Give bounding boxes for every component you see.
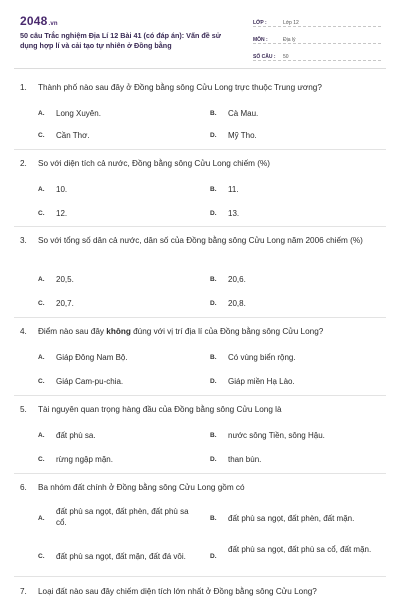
option-letter: C. (38, 300, 45, 307)
question-divider (14, 149, 386, 150)
option-text: 10. (56, 185, 68, 194)
option-letter: D. (210, 553, 217, 560)
question-number: 6. (20, 483, 27, 492)
question-divider (14, 576, 386, 577)
option-letter: C. (38, 378, 45, 385)
option-letter: C. (38, 132, 45, 139)
option-text: Giáp Cam-pu-chia. (56, 377, 124, 386)
meta-value: Địa lý (283, 37, 296, 43)
meta-label: MÔN : (253, 37, 268, 43)
option-letter: B. (210, 110, 217, 117)
option-text: đất phù sa. (56, 431, 96, 440)
question-text: So với tổng số dân cả nước, dân số của Đồng bằng sông Cửu Long năm 2006 chiếm (%) (38, 236, 363, 245)
question-number: 1. (20, 83, 27, 92)
option-text: Cà Mau. (228, 109, 259, 118)
option-letter: B. (210, 276, 217, 283)
question-divider (14, 226, 386, 227)
option-text: Cần Thơ. (56, 131, 90, 140)
option-text: Long Xuyên. (56, 109, 101, 118)
option-letter: A. (38, 186, 45, 193)
meta-value: Lớp 12 (283, 20, 299, 26)
option-text: 20,7. (56, 299, 74, 308)
option-letter: B. (210, 432, 217, 439)
option-text: đất phù sa ngọt, đất phèn, đất mặn. (228, 514, 355, 523)
option-text: than bùn. (228, 455, 262, 464)
option-text: 20,8. (228, 299, 246, 308)
option-letter: A. (38, 354, 45, 361)
question-text: Ba nhóm đất chính ở Đồng bằng sông Cửu Long gồm có (38, 483, 245, 492)
question-divider (14, 395, 386, 396)
option-letter: A. (38, 432, 45, 439)
question-number: 5. (20, 405, 27, 414)
option-text: 13. (228, 209, 240, 218)
question-number: 3. (20, 236, 27, 245)
option-letter: A. (38, 515, 45, 522)
option-letter: B. (210, 354, 217, 361)
option-text: 20,6. (228, 275, 246, 284)
meta-label: SỐ CÂU : (253, 54, 276, 60)
logo-text: 2048 (20, 14, 48, 28)
option-text: rừng ngập mặn. (56, 455, 113, 464)
option-text: đất phù sa ngọt, đất phù sa cổ, đất mặn. (228, 545, 372, 554)
question-text: Loại đất nào sau đây chiếm diện tích lớn nhất ở Đồng bằng sông Cửu Long? (38, 587, 317, 596)
option-letter: A. (38, 276, 45, 283)
question-text-part: Điểm nào sau đây (38, 327, 107, 336)
logo-tld: .vn (48, 21, 58, 27)
question-text: Tài nguyên quan trọng hàng đầu của Đồng bằng sông Cửu Long là (38, 405, 282, 414)
option-text: 12. (56, 209, 68, 218)
option-letter: A. (38, 110, 45, 117)
question-number: 2. (20, 159, 27, 168)
question-text (38, 326, 378, 338)
option-text: Giáp Đông Nam Bộ. (56, 353, 128, 362)
option-text: Có vùng biển rộng. (228, 353, 296, 362)
option-text: Mỹ Tho. (228, 131, 257, 140)
option-letter: D. (210, 132, 217, 139)
option-text: nước sông Tiền, sông Hậu. (228, 431, 325, 440)
option-letter: C. (38, 456, 45, 463)
document-title: 50 câu Trắc nghiệm Địa Lí 12 Bài 41 (có đáp án): Vấn đề sử dụng hợp lí và cải tạo tự nhiên ở Đồng bằng (20, 31, 221, 50)
question-text: Thành phố nào sau đây ở Đồng bằng sông Cửu Long trực thuộc Trung ương? (38, 83, 322, 92)
option-letter: D. (210, 456, 217, 463)
option-letter: D. (210, 378, 217, 385)
option-letter: C. (38, 210, 45, 217)
option-letter: D. (210, 210, 217, 217)
meta-value: 50 (283, 54, 289, 60)
option-text: 11. (228, 185, 239, 194)
option-letter: B. (210, 186, 217, 193)
question-keyword: không (106, 327, 131, 336)
question-divider (14, 317, 386, 318)
question-text-part: đúng với vị trí địa lí của Đồng bằng sông Cửu Long? (130, 327, 324, 336)
question-divider (14, 473, 386, 474)
option-text: đất phù sa ngọt, đất phèn, đất phù sa cổ. (56, 507, 189, 527)
option-letter: C. (38, 553, 45, 560)
question-number: 7. (20, 587, 27, 596)
option-text: đất phù sa ngọt, đất mặn, đất đá vôi. (56, 552, 186, 561)
option-letter: D. (210, 300, 217, 307)
question-number: 4. (20, 327, 27, 336)
option-text: 20,5. (56, 275, 74, 284)
question-text: So với diện tích cả nước, Đồng bằng sông Cửu Long chiếm (%) (38, 159, 270, 168)
option-text: Giáp miền Hạ Lào. (228, 377, 295, 386)
option-letter: B. (210, 515, 217, 522)
meta-label: LỚP : (253, 20, 267, 26)
